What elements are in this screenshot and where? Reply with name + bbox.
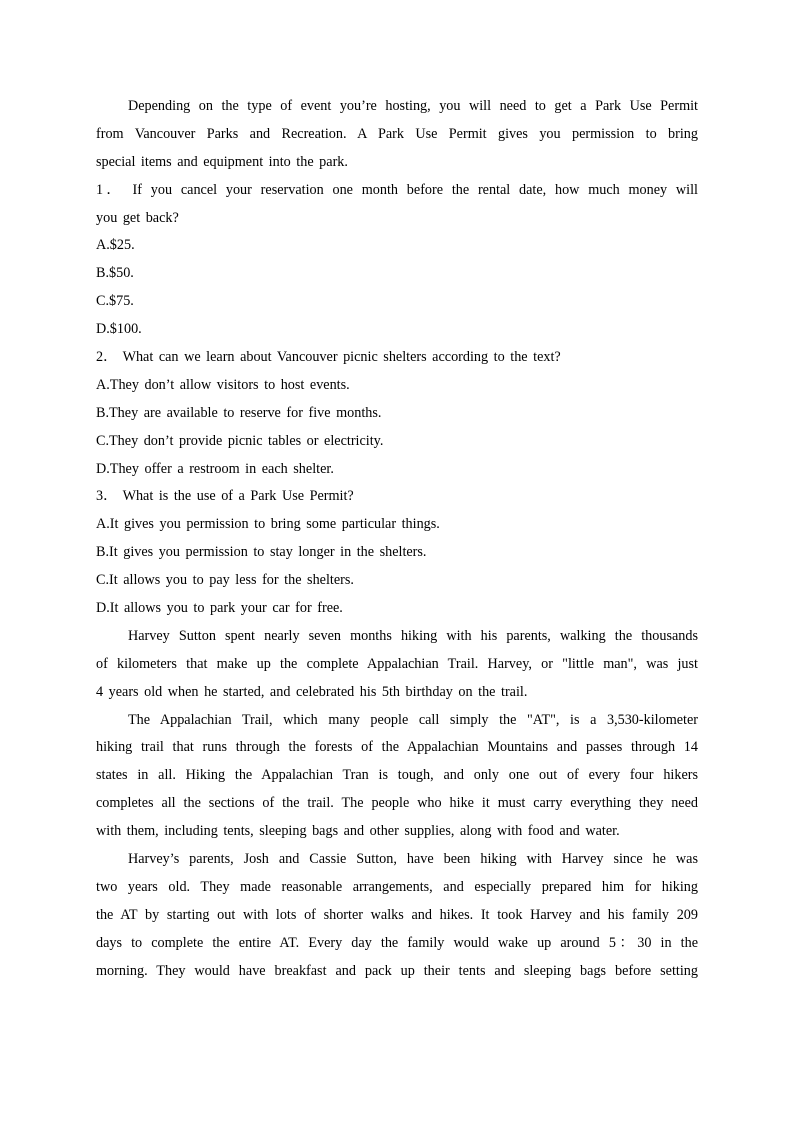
- answer-option-a: A.$25.: [96, 237, 135, 254]
- text-line: The Appalachian Trail, which many people call simply the "AT", is a 3,530-kilometer: [128, 711, 698, 728]
- text-line: states in all. Hiking the Appalachian Tran is tough, and only one out of every four hikers: [96, 767, 698, 784]
- question-3: [96, 483, 698, 622]
- text-line: hiking trail that runs through the forests of the Appalachian Mountains and passes through 14: [96, 739, 698, 756]
- question-stem: you get back?: [96, 209, 179, 226]
- answer-option-d: D.$100.: [96, 321, 142, 338]
- passage-2: [96, 623, 698, 986]
- text-line: special items and equipment into the park.: [96, 153, 348, 170]
- passage-2-paragraph-2: [96, 707, 698, 846]
- text-line: with them, including tents, sleeping bags and other supplies, along with food and water.: [96, 823, 620, 840]
- passage-1-paragraph: [96, 93, 698, 177]
- answer-option-b: B.They are available to reserve for five months.: [96, 404, 382, 421]
- text-line: Depending on the type of event you’re hosting, you will need to get a Park Use Permit: [128, 98, 698, 114]
- answer-option-c: C.$75.: [96, 293, 134, 310]
- question-1: [96, 177, 698, 344]
- text-line: completes all the sections of the trail. The people who hike it must carry everything they need: [96, 795, 698, 812]
- text-line: the AT by starting out with lots of shorter walks and hikes. It took Harvey and his family 209: [96, 906, 698, 923]
- answer-option-d: D.They offer a restroom in each shelter.: [96, 460, 334, 477]
- text-line: two years old. They made reasonable arrangements, and especially prepared him for hiking: [96, 878, 698, 895]
- question-2: [96, 344, 698, 483]
- answer-option-b: B.$50.: [96, 265, 134, 282]
- text-line: days to complete the entire AT. Every day the family would wake up around 5：30 in the: [96, 934, 698, 951]
- answer-option-c: C.It allows you to pay less for the shelters.: [96, 572, 354, 589]
- text-line: morning. They would have breakfast and pack up their tents and sleeping bags before setting: [96, 962, 698, 979]
- passage-2-paragraph-1: [96, 623, 698, 707]
- passage-2-paragraph-3: [96, 846, 698, 985]
- question-stem: 3． What is the use of a Park Use Permit?: [96, 488, 354, 505]
- text-line: Harvey Sutton spent nearly seven months hiking with his parents, walking the thousands: [128, 627, 698, 644]
- text-line: Harvey’s parents, Josh and Cassie Sutton, have been hiking with Harvey since he was: [128, 851, 698, 868]
- question-stem: 1． If you cancel your reservation one month before the rental date, how much money will: [96, 181, 698, 198]
- answer-option-d: D.It allows you to park your car for free.: [96, 600, 343, 617]
- answer-option-b: B.It gives you permission to stay longer in the shelters.: [96, 544, 427, 561]
- question-stem: 2． What can we learn about Vancouver picnic shelters according to the text?: [96, 349, 561, 366]
- text-line: of kilometers that make up the complete Appalachian Trail. Harvey, or "little man", was just: [96, 655, 698, 672]
- text-line: 4 years old when he started, and celebrated his 5th birthday on the trail.: [96, 683, 528, 700]
- answer-option-a: A.They don’t allow visitors to host events.: [96, 376, 350, 393]
- document-page: [96, 93, 698, 986]
- text-line: from Vancouver Parks and Recreation. A Park Use Permit gives you permission to bring: [96, 125, 698, 142]
- answer-option-a: A.It gives you permission to bring some particular things.: [96, 516, 440, 533]
- answer-option-c: C.They don’t provide picnic tables or electricity.: [96, 432, 384, 449]
